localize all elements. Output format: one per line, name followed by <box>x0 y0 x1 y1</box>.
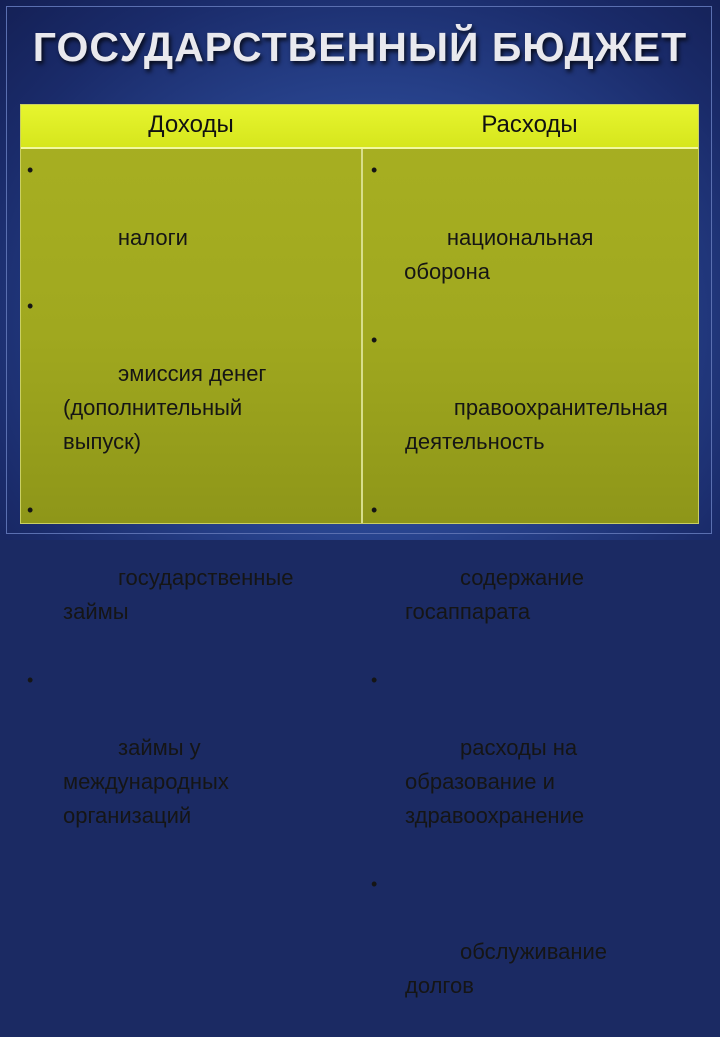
income-item-text: государственные займы <box>63 565 294 624</box>
bullet-icon: • <box>371 874 378 894</box>
expense-item-debt-service <box>363 867 698 1037</box>
expense-item-law-enforcement <box>363 323 698 493</box>
expense-item-text: обслуживание долгов <box>405 939 608 998</box>
expense-item-defense <box>363 153 698 323</box>
bullet-icon: • <box>27 670 34 690</box>
income-item-text: займы у международных организаций <box>63 735 229 828</box>
expense-item-text: национальная оборона <box>404 225 594 284</box>
budget-table <box>20 104 699 998</box>
slide-title: ГОСУДАРСТВЕННЫЙ БЮДЖЕТ <box>32 24 688 70</box>
income-item-taxes <box>21 153 357 289</box>
expense-item-text: расходы на образование и здравоохранение <box>405 735 585 828</box>
income-list <box>21 153 357 867</box>
income-item-international-loans <box>21 663 357 867</box>
income-item-emission <box>21 289 357 493</box>
bullet-icon: • <box>371 160 378 180</box>
bullet-icon: • <box>27 160 34 180</box>
bullet-icon: • <box>371 330 378 350</box>
table-header-row <box>21 105 698 149</box>
bullet-icon: • <box>27 500 34 520</box>
bullet-icon: • <box>27 296 34 316</box>
expense-item-text: содержание госаппарата <box>405 565 584 624</box>
expenses-list <box>363 153 698 1037</box>
expense-item-text: правоохранительная деятельность <box>405 395 668 454</box>
income-item-text: налоги <box>117 225 188 250</box>
income-item-text: эмиссия денег (дополнительный выпуск) <box>63 361 267 454</box>
bullet-icon: • <box>371 670 378 690</box>
expense-item-state-apparatus <box>363 493 698 663</box>
bullet-icon: • <box>371 500 378 520</box>
header-expenses: Расходы <box>481 111 578 138</box>
income-item-state-loans <box>21 493 357 663</box>
header-income: Доходы <box>148 111 234 138</box>
expense-item-education-health <box>363 663 698 867</box>
